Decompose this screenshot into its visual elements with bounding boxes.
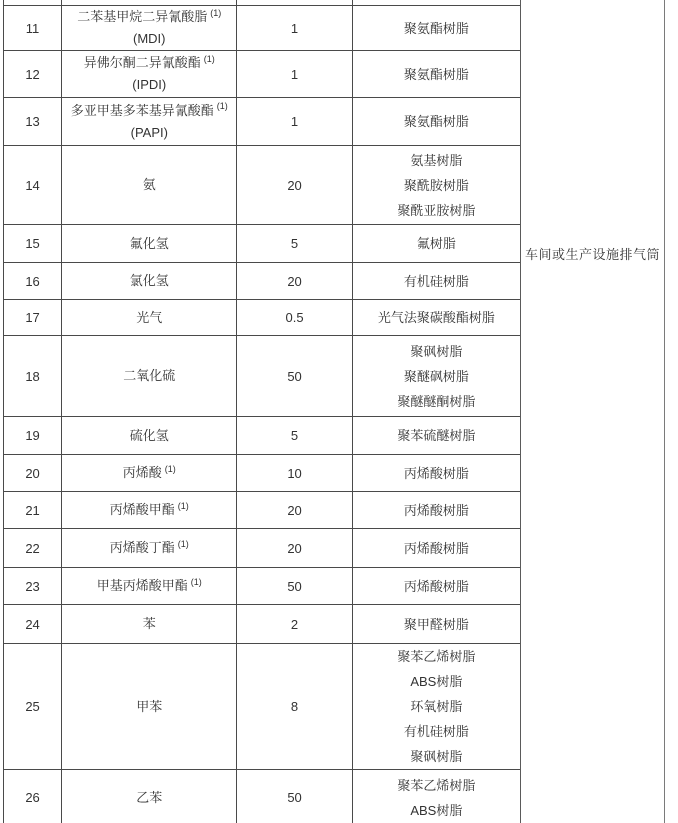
pollutant-name-cell [62,263,237,300]
resin-type-cell [352,417,520,455]
limit-value-cell: 1 [237,51,352,98]
table-row [4,336,521,417]
resin-type-cell [352,568,520,605]
pollutant-name-cell [62,492,237,529]
pollutant-name-line [64,307,234,329]
row-number-cell: 23 [4,568,62,605]
pollutant-name-line [64,696,234,718]
pollutant-limits-table [3,0,521,823]
outlet-label: 车间或生产设施排气筒 [524,247,660,262]
table-row [4,770,521,823]
pollutant-name: 二氧化硫 [123,368,176,383]
table-row [4,644,521,770]
pollutant-name-cell [62,417,237,455]
row-number-cell: 21 [4,492,62,529]
pollutant-name-line [64,52,234,74]
row-number-cell: 11 [4,6,62,51]
pollutant-name-cell [62,225,237,263]
resin-line: 丙烯酸树脂 [403,540,469,556]
resin-type-cell [352,644,520,770]
limit-value-cell: 1 [237,6,352,51]
pollutant-name-cell [62,529,237,568]
resin-type-cell [352,605,520,644]
resin-type-cell [352,300,520,336]
limit-value-cell: 20 [237,492,352,529]
pollutant-name: 异佛尔酮二异氰酸酯 [83,55,201,70]
pollutant-name-line [64,270,234,292]
resin-type-cell [352,51,520,98]
footnote-marker: (1) [190,576,202,587]
row-number-cell: 14 [4,146,62,225]
pollutant-name: 氟化氢 [129,235,169,251]
pollutant-name-cell [62,146,237,225]
resin-type-cell [352,529,520,568]
row-number-cell: 19 [4,417,62,455]
resin-line: 丙烯酸树脂 [403,502,469,518]
pollutant-name-cell [62,568,237,605]
pollutant-name-line [64,575,234,597]
table-row [4,455,521,492]
table-row [4,98,521,146]
pollutant-name: 二苯基甲烷二异氰酸脂 [77,9,208,24]
table-row [4,605,521,644]
table-row [4,225,521,263]
row-number-cell: 12 [4,51,62,98]
resin-line: 环氧树脂 [410,699,463,714]
pollutant-name: 甲苯 [136,698,163,714]
resin-type-cell [352,492,520,529]
row-number-cell: 24 [4,605,62,644]
pollutant-name: 丙烯酸甲酯 [109,502,175,517]
footnote-marker: (1) [216,101,228,112]
pollutant-name-line [64,233,234,255]
limit-value-cell: 10 [237,455,352,492]
resin-line: 聚醚醚酮树脂 [397,393,476,409]
row-number-cell: 25 [4,644,62,770]
resin-line: 聚砜树脂 [410,343,463,359]
row-number-cell: 13 [4,98,62,146]
pollutant-name-line [64,462,234,484]
row-number-cell: 17 [4,300,62,336]
pollutant-name: 乙苯 [136,789,163,805]
table-row [4,51,521,98]
pollutant-name-cell [62,98,237,146]
resin-line: 聚甲醛树脂 [403,616,469,632]
resin-line: 氨基树脂 [410,152,463,168]
row-number-cell: 26 [4,770,62,823]
pollutant-name: 氨 [142,177,156,192]
resin-type-cell [352,6,520,51]
pollutant-name-line [64,100,234,122]
pollutant-name: 氯化氢 [129,273,169,288]
table-body [4,0,521,823]
pollutant-name-line [64,499,234,521]
pollutant-name-line [64,174,234,196]
pollutant-name: 苯 [142,616,156,631]
resin-line: ABS树脂 [410,802,463,818]
resin-type-cell [352,98,520,146]
resin-line: 光气法聚碳酸酯树脂 [377,310,495,325]
limit-value-cell: 20 [237,529,352,568]
pollutant-name: 硫化氢 [129,427,169,443]
pollutant-name: 多亚甲基多苯基异氰酸酯 [70,102,214,118]
table-row [4,492,521,529]
pollutant-name-line [64,537,234,559]
resin-line: 有机硅树脂 [403,273,469,289]
pollutant-name: 丙烯酸 [122,465,162,480]
pollutant-name-line [64,425,234,447]
resin-type-cell [352,146,520,225]
resin-type-cell [352,225,520,263]
row-number-cell: 18 [4,336,62,417]
footnote-marker: (1) [164,463,176,474]
resin-line: 氟树脂 [416,236,456,251]
limit-value-cell: 1 [237,98,352,146]
limit-value-cell: 50 [237,336,352,417]
limit-value-cell: 8 [237,644,352,770]
resin-line: 聚苯乙烯树脂 [397,777,476,793]
limit-value-cell: 0.5 [237,300,352,336]
footnote-marker: (1) [177,538,189,549]
table-row [4,300,521,336]
resin-line: 丙烯酸树脂 [403,465,469,481]
resin-line: 聚砜树脂 [410,749,463,764]
pollutant-abbreviation: (IPDI) [132,77,167,92]
limit-value-cell: 20 [237,263,352,300]
limit-value-cell: 2 [237,605,352,644]
resin-line: 聚酰胺树脂 [403,177,469,193]
outlet-column [520,0,665,823]
resin-type-cell [352,455,520,492]
pollutant-name-cell [62,770,237,823]
limit-value-cell: 50 [237,770,352,823]
row-number-cell: 22 [4,529,62,568]
resin-line: 聚酰亚胺树脂 [397,202,476,218]
pollutant-name: 丙烯酸丁酯 [109,540,175,555]
resin-line: 聚醚砜树脂 [403,368,469,384]
resin-line: 聚苯乙烯树脂 [397,649,476,664]
table-row [4,146,521,225]
resin-line: 聚氨酯树脂 [403,20,469,36]
footnote-marker: (1) [203,53,215,64]
resin-line: 聚苯硫醚树脂 [397,428,476,443]
pollutant-name-cell [62,51,237,98]
limit-value-cell: 50 [237,568,352,605]
footnote-marker: (1) [210,7,222,18]
resin-type-cell [352,770,520,823]
limit-value-cell: 5 [237,225,352,263]
resin-line: 聚氨酯树脂 [403,66,469,82]
pollutant-name-cell [62,336,237,417]
pollutant-name-line [64,6,234,28]
resin-type-cell [352,263,520,300]
row-number-cell: 20 [4,455,62,492]
pollutant-name-cell [62,455,237,492]
resin-type-cell [352,336,520,417]
row-number-cell: 16 [4,263,62,300]
pollutant-name-line [64,787,234,809]
pollutant-name-cell [62,644,237,770]
limit-value-cell: 20 [237,146,352,225]
resin-line: ABS树脂 [410,674,463,689]
pollutant-name: 甲基丙烯酸甲酯 [96,578,188,593]
footnote-marker: (1) [177,500,189,511]
pollutant-name-cell [62,605,237,644]
pollutant-name-cell [62,6,237,51]
pollutant-abbreviation: (MDI) [133,31,166,46]
pollutant-name-line [64,613,234,635]
pollutant-abbreviation: (PAPI) [130,124,168,140]
table-row [4,6,521,51]
pollutant-name: 光气 [136,309,163,325]
resin-line: 聚氨酯树脂 [403,114,469,129]
table-row [4,529,521,568]
table-row [4,417,521,455]
resin-line: 丙烯酸树脂 [403,578,469,594]
resin-line: 有机硅树脂 [403,724,469,739]
limit-value-cell: 5 [237,417,352,455]
table-row [4,568,521,605]
pollutant-name-cell [62,300,237,336]
pollutant-name-line [64,365,234,387]
table-row [4,263,521,300]
row-number-cell: 15 [4,225,62,263]
